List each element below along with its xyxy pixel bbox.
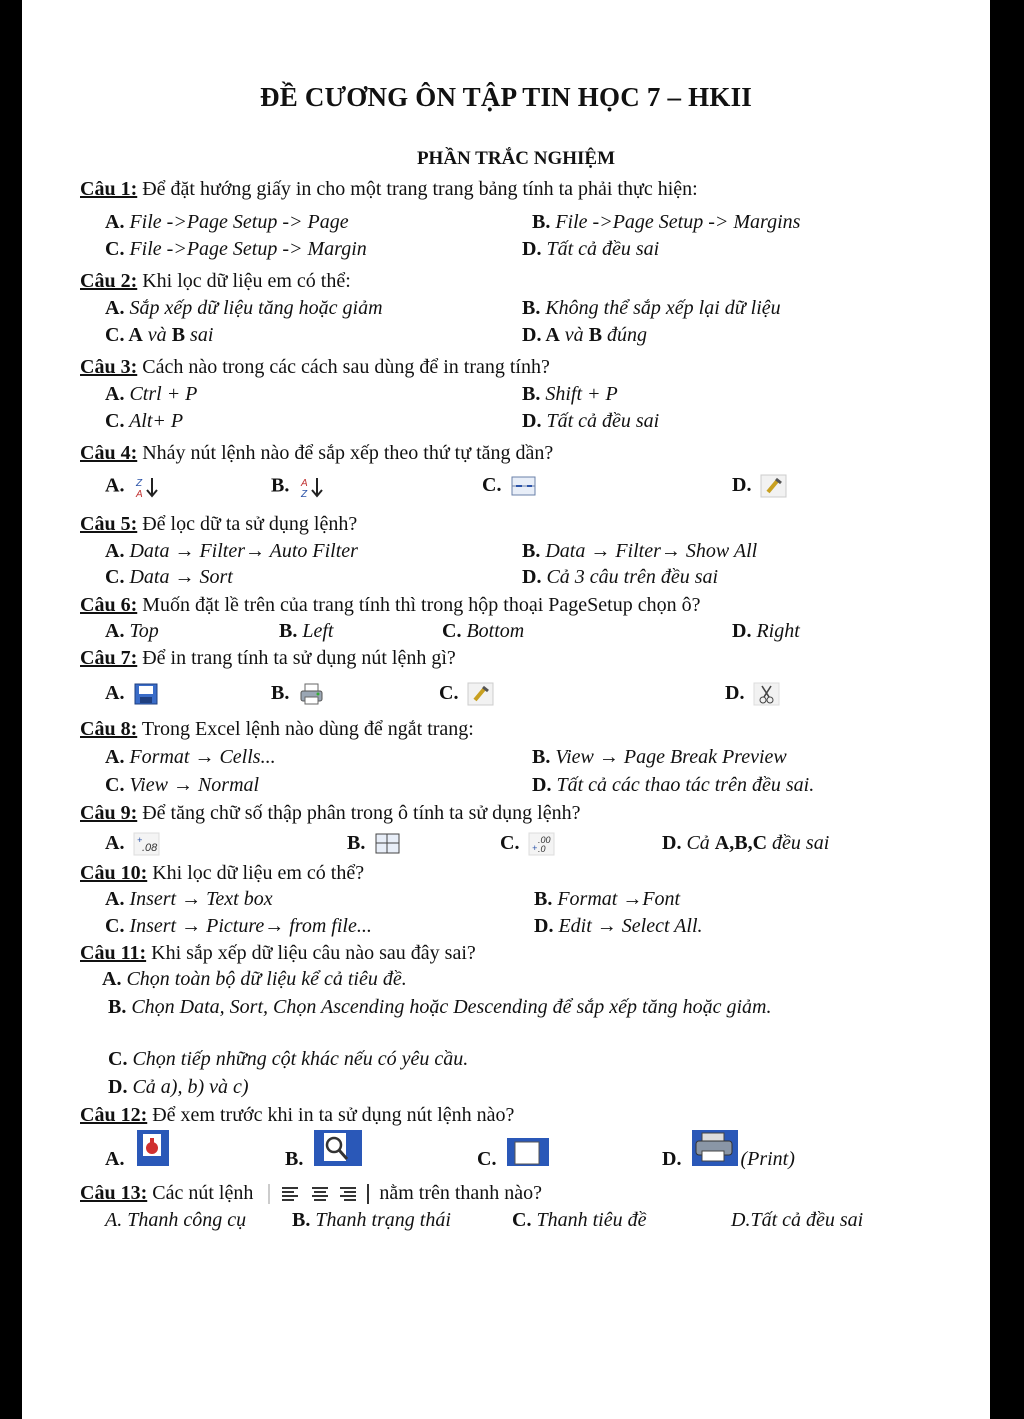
svg-text:.08: .08	[142, 842, 158, 855]
q10-option-b: B. Format →Font	[534, 888, 681, 910]
section-title: PHẦN TRẮC NGHIỆM	[416, 148, 616, 169]
q7-option-c: C.	[439, 682, 495, 706]
q2-option-a: A. Sắp xếp dữ liệu tăng hoặc giảm	[105, 297, 383, 319]
q5-option-c: C. Data → Sort	[105, 566, 233, 588]
q6-option-b: B. Left	[279, 620, 334, 642]
svg-text:Z: Z	[136, 478, 143, 489]
q3-option-a: A. Ctrl + P	[105, 383, 198, 405]
svg-text:.00: .00	[538, 835, 551, 846]
svg-text:A: A	[136, 489, 144, 500]
q13-option-c: C. Thanh tiêu đề	[512, 1209, 647, 1231]
q5-option-a: A. Data → Filter→ Auto Filter	[105, 540, 358, 562]
question-4: Câu 4: Nháy nút lệnh nào để sắp xếp theo thứ tự tăng dần?	[80, 442, 554, 464]
question-13: Câu 13: Các nút lệnh nằm trên thanh nào?	[80, 1182, 542, 1206]
q9-option-c: C. + .00 .0	[500, 832, 556, 856]
q4-option-b: B. A Z	[271, 474, 328, 500]
align-buttons-icon	[268, 1182, 370, 1206]
q5-option-d: D. Cả 3 câu trên đều sai	[522, 566, 719, 588]
q8-option-a: A. Format → Cells...	[105, 746, 276, 768]
q7-option-d: D.	[725, 682, 781, 706]
q11-option-c: C. Chọn tiếp những cột khác nếu có yêu cầu.	[108, 1048, 469, 1070]
q1-option-a: A. File ->Page Setup -> Page	[105, 211, 349, 233]
svg-text:A: A	[301, 478, 309, 489]
q11-option-b: B. Chọn Data, Sort, Chọn Ascending hoặc Descending để sắp xếp tăng hoặc giảm.	[108, 996, 772, 1018]
q11-option-a: A. Chọn toàn bộ dữ liệu kể cả tiêu đề.	[102, 968, 407, 990]
question-3: Câu 3: Cách nào trong các cách sau dùng để in trang tính?	[80, 356, 550, 378]
q10-option-a: A. Insert → Text box	[105, 888, 273, 910]
q2-option-c: C. A và B sai	[105, 324, 214, 346]
format-painter-icon	[760, 474, 788, 498]
q10-option-d: D. Edit → Select All.	[534, 915, 703, 937]
question-1: Câu 1: Để đặt hướng giấy in cho một trang trang bảng tính ta phải thực hiện:	[80, 178, 698, 200]
q3-option-b: B. Shift + P	[522, 383, 618, 405]
q13-option-d: D.Tất cả đều sai	[731, 1209, 864, 1231]
q12-option-d: D. (Print)	[662, 1128, 795, 1172]
q7-option-b: B.	[271, 682, 326, 706]
print-icon	[298, 682, 326, 706]
q13-option-a: A. Thanh công cụ	[105, 1209, 247, 1231]
svg-text:+: +	[137, 835, 143, 846]
merge-cells-icon	[374, 832, 402, 856]
q1-option-b: B. File ->Page Setup -> Margins	[532, 211, 801, 233]
question-6: Câu 6: Muốn đặt lề trên của trang tính thì trong hộp thoại PageSetup chọn ô?	[80, 594, 701, 616]
document-page	[22, 0, 990, 1419]
question-2: Câu 2: Khi lọc dữ liệu em có thể:	[80, 270, 351, 292]
q2-option-b: B. Không thể sắp xếp lại dữ liệu	[522, 297, 781, 319]
cut-icon	[753, 682, 781, 706]
page-title: ĐỀ CƯƠNG ÔN TẬP TIN HỌC 7 – HKII	[260, 82, 752, 112]
q8-option-b: B. View → Page Break Preview	[532, 746, 787, 768]
q6-option-c: C. Bottom	[442, 620, 525, 642]
q1-option-d: D. Tất cả đều sai	[522, 238, 660, 260]
save-icon	[133, 682, 161, 706]
q6-option-d: D. Right	[732, 620, 800, 642]
question-11: Câu 11: Khi sắp xếp dữ liệu câu nào sau đây sai?	[80, 942, 476, 964]
svg-text:Z: Z	[301, 489, 308, 500]
q4-option-c: C.	[482, 474, 538, 498]
q12-option-b: B.	[285, 1128, 364, 1172]
svg-text:+: +	[532, 843, 538, 854]
q4-option-d: D.	[732, 474, 788, 498]
q2-option-d: D. A và B đúng	[522, 324, 648, 346]
new-document-icon	[505, 1128, 551, 1168]
format-painter-icon	[467, 682, 495, 706]
q1-option-c: C. File ->Page Setup -> Margin	[105, 238, 367, 260]
q9-option-b: B.	[347, 832, 402, 856]
sort-az-icon	[298, 474, 328, 500]
printer-icon	[690, 1128, 740, 1168]
q3-option-d: D. Tất cả đều sai	[522, 410, 660, 432]
increase-decimal-icon	[528, 832, 556, 856]
q12-option-c: C.	[477, 1128, 551, 1172]
merge-cells-icon	[510, 474, 538, 498]
decrease-decimal-icon	[133, 832, 161, 856]
question-9: Câu 9: Để tăng chữ số thập phân trong ô tính ta sử dụng lệnh?	[80, 802, 581, 824]
q5-option-b: B. Data → Filter→ Show All	[522, 540, 758, 562]
q12-option-a: A.	[105, 1128, 173, 1172]
print-preview-icon	[312, 1128, 364, 1168]
question-12: Câu 12: Để xem trước khi in ta sử dụng nút lệnh nào?	[80, 1104, 515, 1126]
question-8: Câu 8: Trong Excel lệnh nào dùng để ngắt trang:	[80, 718, 474, 740]
svg-text:.0: .0	[538, 844, 546, 855]
question-5: Câu 5: Để lọc dữ ta sử dụng lệnh?	[80, 513, 358, 535]
sort-za-icon	[133, 474, 163, 500]
q8-option-c: C. View → Normal	[105, 774, 260, 796]
q11-option-d: D. Cả a), b) và c)	[108, 1076, 249, 1098]
q3-option-c: C. Alt+ P	[105, 410, 184, 432]
q9-option-a: A. + .08	[105, 832, 161, 856]
print-preview-icon	[133, 1128, 173, 1168]
q13-option-b: B. Thanh trạng thái	[292, 1209, 451, 1231]
q10-option-c: C. Insert → Picture→ from file...	[105, 915, 372, 937]
q9-option-d: D. Cả A,B,C đều sai	[662, 832, 830, 854]
q7-option-a: A.	[105, 682, 161, 706]
question-7: Câu 7: Để in trang tính ta sử dụng nút lệnh gì?	[80, 647, 456, 669]
question-10: Câu 10: Khi lọc dữ liệu em có thể?	[80, 862, 365, 884]
q6-option-a: A. Top	[105, 620, 159, 642]
q8-option-d: D. Tất cả các thao tác trên đều sai.	[532, 774, 815, 796]
q4-option-a: A. Z A	[105, 474, 163, 500]
